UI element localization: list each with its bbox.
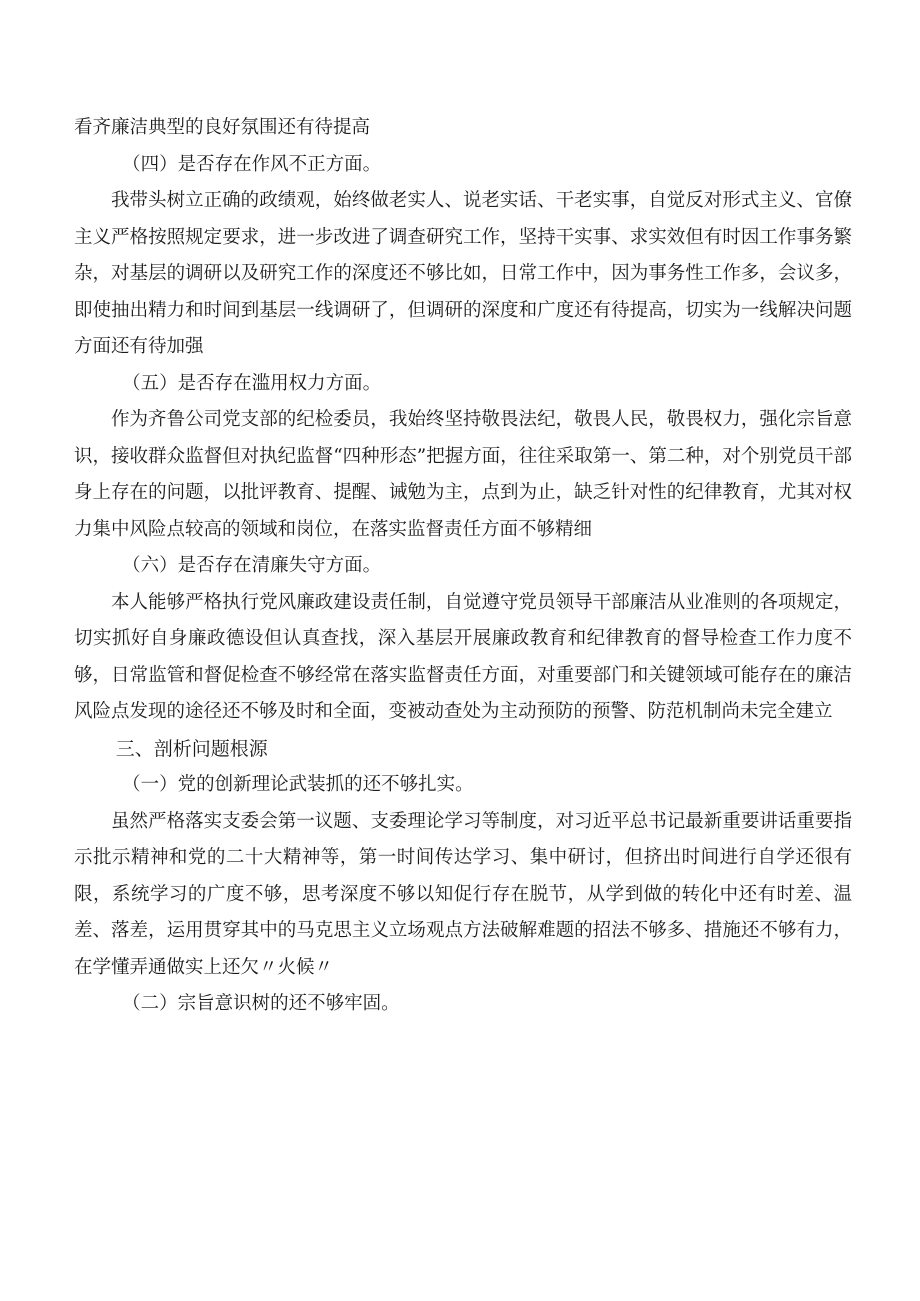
subheading-four: （四）是否存在作风不正方面。 xyxy=(122,153,382,175)
section-heading-root-causes: 三、剖析问题根源 xyxy=(115,737,268,760)
subheading-two: （二）宗旨意识树的还不够牢固。 xyxy=(122,993,400,1014)
paragraph-power-abuse: 作为齐鲁公司党支部的纪检委员，我始终坚持敬畏法纪，敬畏人民，敬畏权力，强化宗旨意识，接收群众监督但对执纪监督“四种形态”把握方面，往往采取第一、第二种，对个别党员干部身上存在的问题，以批评教育、提醒、诫勉为主，点到为止，缺乏针对性的纪律教育，尤其对权力集中风险点较高的领域和岗位，在落实监督责任方面不够精细 xyxy=(74,409,852,540)
paragraph-continuation: 看齐廉洁典型的良好氛围还有待提高 xyxy=(74,117,371,138)
subheading-five: （五）是否存在滥用权力方面。 xyxy=(122,372,382,394)
paragraph-work-style: 我带头树立正确的政绩观，始终做老实人、说老实话、干老实事，自觉反对形式主义、官僚主义严格按照规定要求，进一步改进了调查研究工作，坚持干实事、求实效但有时因工作事务繁杂，对基层的调研以及研究工作的深度还不够比如，日常工作中，因为事务性工作多，会议多，即使抽出精力和时间到基层一线调研了，但调研的深度和广度还有待提高，切实为一线解决问题方面还有待加强 xyxy=(74,190,852,357)
subheading-six: （六）是否存在清廉失守方面。 xyxy=(122,555,382,576)
paragraph-theory-study: 虽然严格落实支委会第一议题、支委理论学习等制度，对习近平总书记最新重要讲话重要指示批示精神和党的二十大精神等，第一时间传达学习、集中研讨，但挤出时间进行自学还很有限，系统学习的广度不够，思考深度不够以知促行存在脱节，从学到做的转化中还有时差、温差、落差，运用贯穿其中的马克思主义立场观点方法破解难题的招法不够多、措施还不够有力，在学懂弄通做实上还欠〃火候〃 xyxy=(74,810,852,978)
paragraph-integrity: 本人能够严格执行党风廉政建设责任制，自觉遵守党员领导干部廉洁从业准则的各项规定，切实抓好自身廉政德设但认真查找，深入基层开展廉政教育和纪律教育的督导检查工作力度不够，日常监管和督促检查不够经常在落实监督责任方面，对重要部门和关键领域可能存在的廉洁风险点发现的途径还不够及时和全面，变被动查处为主动预防的预警、防范机制尚未完全建立 xyxy=(74,591,852,722)
document-page xyxy=(74,110,852,1023)
subheading-one: （一）党的创新理论武装抓的还不够扎实。 xyxy=(122,774,474,795)
